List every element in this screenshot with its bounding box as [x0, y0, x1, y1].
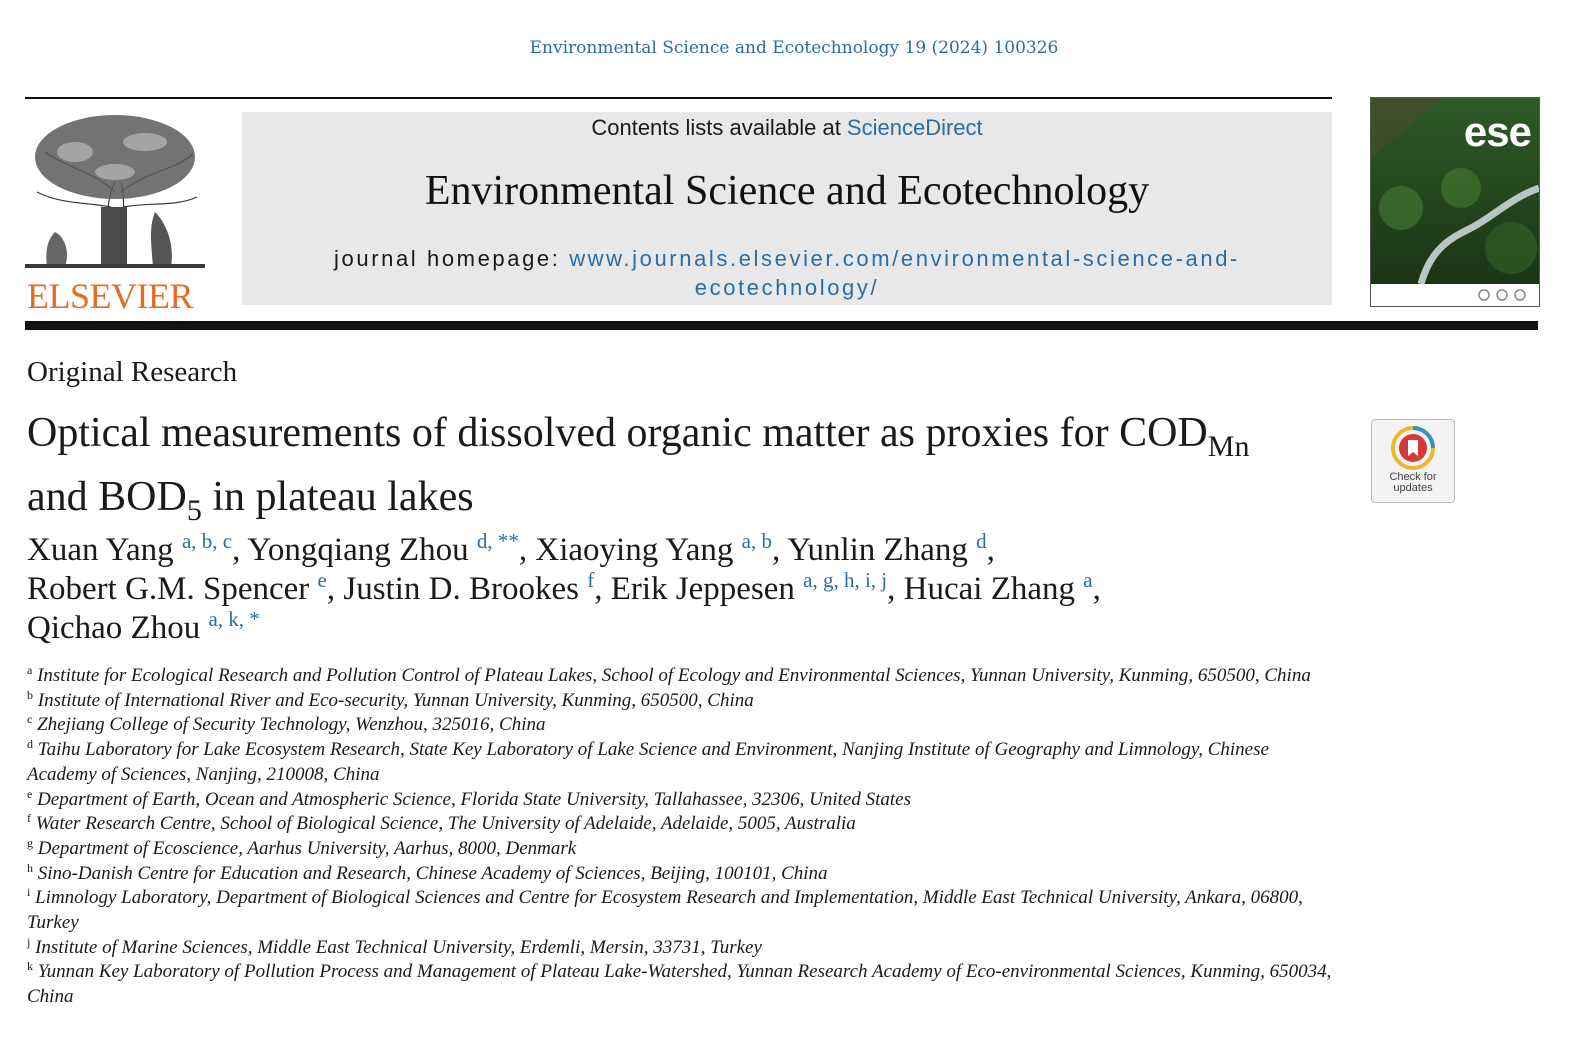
affiliation-text: Institute of International River and Eco-security, Yunnan University, Kunming, 650500, China [37, 689, 754, 711]
author-name: Xuan Yang [27, 532, 174, 568]
author-name: Justin D. Brookes [343, 571, 579, 607]
affiliation-text: Department of Earth, Ocean and Atmospheric Science, Florida State University, Tallahassee, 32306, United States [37, 788, 911, 810]
affiliation [27, 960, 1337, 1009]
affiliation [27, 689, 1337, 714]
title-text-1: Optical measurements of dissolved organic matter as proxies for COD [27, 410, 1208, 456]
author-affiliation-marks[interactable]: f [587, 568, 595, 592]
affiliation-text: Institute of Marine Sciences, Middle East Technical University, Erdemli, Mersin, 33731, Turkey [35, 936, 762, 958]
author-separator: , [1092, 571, 1101, 607]
author-name: Yunlin Zhang [787, 532, 968, 568]
affiliation [27, 664, 1337, 689]
check-updates-line2: updates [1393, 482, 1433, 494]
affiliation-text: Institute for Ecological Research and Pollution Control of Plateau Lakes, School of Ecology and Environmental Sciences, Yunnan University, Kunming, 650500, China [37, 665, 1311, 686]
author[interactable] [27, 607, 260, 646]
author[interactable] [27, 568, 327, 607]
author-name: Xiaoying Yang [535, 532, 734, 568]
journal-title[interactable]: Environmental Science and Ecotechnology [424, 168, 1150, 214]
title-text-3: in plateau lakes [201, 474, 474, 520]
affiliation-text: Zhejiang College of Security Technology, Wenzhou, 325016, China [37, 714, 546, 736]
author[interactable] [535, 529, 772, 568]
top-rule [25, 97, 1332, 99]
author-list [27, 531, 1327, 648]
affiliation-key: e [27, 786, 33, 801]
cover-footer [1371, 284, 1539, 306]
author-affiliation-marks[interactable]: d, ** [476, 529, 519, 553]
author-separator: , [986, 532, 995, 568]
affiliation-key: f [27, 811, 31, 826]
affiliation [27, 886, 1337, 935]
cover-footer-icons [1371, 284, 1539, 306]
author[interactable] [27, 529, 233, 568]
sciencedirect-link[interactable]: ScienceDirect [846, 115, 983, 140]
elsevier-wordmark: ELSEVIER [27, 276, 193, 316]
journal-cover-image[interactable] [1370, 97, 1540, 307]
affiliation-text: Department of Ecoscience, Aarhus University, Aarhus, 8000, Denmark [37, 837, 577, 859]
check-updates-label [1372, 472, 1454, 494]
affiliation-key: b [27, 687, 33, 702]
affiliation [27, 738, 1337, 787]
affiliation [27, 837, 1337, 862]
affiliation-text: Sino-Danish Centre for Education and Research, Chinese Academy of Sciences, Beijing, 100101, China [37, 862, 828, 884]
author-separator: , [232, 532, 248, 568]
affiliation [27, 713, 1337, 738]
title-subscript-5: 5 [186, 494, 202, 527]
author-affiliation-marks[interactable]: d [976, 529, 987, 553]
affiliation-text: Taihu Laboratory for Lake Ecosystem Research, State Key Laboratory of Lake Science and Environment, Nanjing Institute of Geography and Limnology, Chinese Academy of Sciences, Nanjing, 210008, China [27, 739, 1269, 785]
affiliation-key: k [27, 959, 33, 974]
affiliation-key: h [27, 860, 33, 875]
homepage-label: journal homepage: [334, 246, 570, 271]
author-separator: , [518, 532, 536, 568]
author[interactable] [610, 568, 888, 607]
homepage-link[interactable]: www.journals.elsevier.com/environmental-science-and-ecotechnology/ [569, 246, 1240, 300]
journal-banner [242, 112, 1332, 305]
ese-logo: ese [1463, 108, 1531, 155]
author-affiliation-marks[interactable]: a, k, * [208, 607, 260, 631]
affiliation-key: c [27, 712, 33, 727]
check-updates-icon [1389, 424, 1437, 472]
affiliation [27, 936, 1337, 961]
article-title [27, 408, 1317, 536]
affiliation-text: Yunnan Key Laboratory of Pollution Process and Management of Plateau Lake-Watershed, Yunnan Research Academy of Eco-environmental Sciences, Kunming, 650034, China [27, 961, 1332, 1008]
affiliation-key: d [27, 737, 33, 752]
title-text-2: and BOD [27, 474, 187, 520]
header-rule [25, 321, 1538, 330]
author-separator: , [594, 571, 611, 607]
author-affiliation-marks[interactable]: e [317, 568, 327, 592]
author[interactable] [787, 529, 987, 568]
author[interactable] [343, 568, 595, 607]
affiliation-text: Limnology Laboratory, Department of Biological Sciences and Centre for Ecosystem Research and Implementation, Middle East Technical University, Ankara, 06800, Turkey [27, 887, 1303, 934]
author-name: Hucai Zhang [903, 571, 1076, 607]
contents-prefix: Contents lists available at [591, 115, 847, 140]
check-for-updates-button[interactable] [1371, 419, 1455, 503]
author-name: Yongqiang Zhou [247, 532, 469, 568]
author-affiliation-marks[interactable]: a, b, c [181, 529, 233, 553]
affiliation [27, 812, 1337, 837]
affiliation [27, 788, 1337, 813]
affiliation [27, 862, 1337, 887]
author[interactable] [903, 568, 1093, 607]
journal-citation[interactable]: Environmental Science and Ecotechnology 19 (2024) 100326 [529, 38, 1059, 58]
author-name: Erik Jeppesen [610, 571, 795, 607]
author-separator: , [326, 571, 344, 607]
title-subscript-mn: Mn [1207, 430, 1250, 463]
check-updates-line1: Check for [1389, 471, 1437, 483]
author-separator: , [887, 571, 904, 607]
author-affiliation-marks[interactable]: a, g, h, i, j [803, 568, 888, 592]
affiliation-text: Water Research Centre, School of Biological Science, The University of Adelaide, Adelaide, 5005, Australia [35, 813, 856, 835]
author-affiliation-marks[interactable]: a, b [741, 529, 772, 553]
affiliation-key: g [27, 835, 33, 850]
author-affiliation-marks[interactable]: a [1083, 568, 1093, 592]
author[interactable] [247, 529, 519, 568]
contents-line [242, 115, 1332, 141]
author-separator: , [772, 532, 788, 568]
journal-homepage [262, 244, 1312, 302]
affiliation-key: a [27, 663, 33, 677]
author-name: Qichao Zhou [27, 610, 201, 646]
affiliation-key: j [27, 934, 31, 949]
affiliation-list [27, 664, 1337, 1010]
affiliation-key: i [27, 885, 31, 900]
article-type: Original Research [27, 356, 238, 388]
author-name: Robert G.M. Spencer [27, 571, 310, 607]
